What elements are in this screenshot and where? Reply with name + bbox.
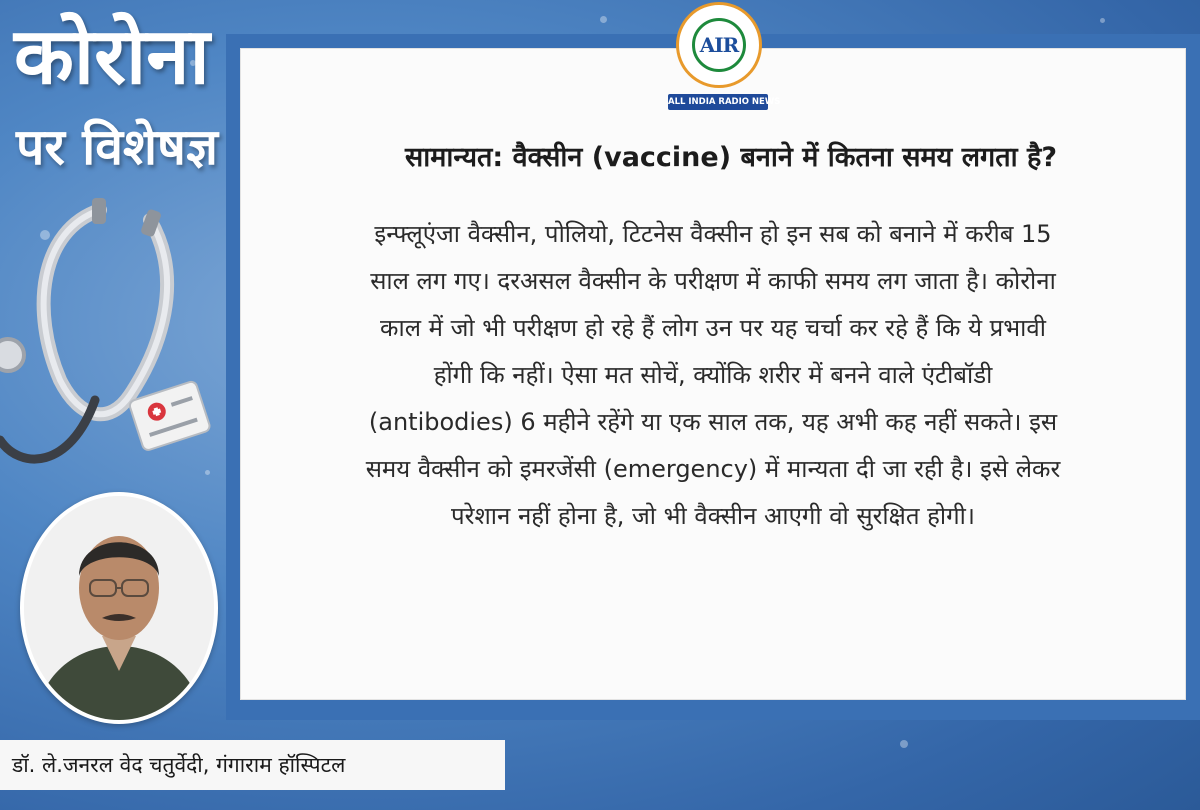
answer-line: इन्फ्लूएंजा वैक्सीन, पोलियो, टिटनेस वैक्सीन हो इन सब को बनाने में करीब 15 <box>374 220 1052 248</box>
answer-line: परेशान नहीं होना है, जो भी वैक्सीन आएगी वो सुरक्षित होगी। <box>451 502 975 530</box>
stethoscope-icon <box>0 190 240 490</box>
background-sparkle <box>600 16 607 23</box>
answer-line: समय वैक्सीन को इमरजेंसी (emergency) में मान्यता दी जा रही है। इसे लेकर <box>365 455 1061 483</box>
expert-caption: डॉ. ले.जनरल वेद चतुर्वेदी, गंगाराम हॉस्पिटल <box>0 740 505 790</box>
answer-line: (antibodies) 6 महीने रहेंगे या एक साल तक, यह अभी कह नहीं सकते। इस <box>368 408 1058 436</box>
answer-text <box>263 211 1163 540</box>
background-sparkle <box>1100 18 1105 23</box>
logo-ring <box>692 18 746 72</box>
content-card <box>240 48 1186 700</box>
answer-line: साल लग गए। दरअसल वैक्सीन के परीक्षण में काफी समय लग जाता है। कोरोना <box>370 267 1056 295</box>
page-title: कोरोना <box>14 12 210 102</box>
answer-line: होंगी कि नहीं। ऐसा मत सोचें, क्योंकि शरीर में बनने वाले एंटीबॉडी <box>433 361 993 389</box>
logo-band: ALL INDIA RADIO NEWS <box>668 94 768 110</box>
page-subtitle: पर विशेषज्ञ <box>16 118 218 176</box>
expert-photo <box>20 492 218 724</box>
logo-emblem <box>676 2 762 88</box>
logo-monogram: AIR <box>699 33 739 57</box>
question-heading: सामान्यत: वैक्सीन (vaccine) बनाने में कितना समय लगता है? <box>404 142 1058 173</box>
avatar <box>24 496 214 720</box>
air-logo <box>668 2 781 114</box>
background-sparkle <box>900 740 908 748</box>
answer-line: काल में जो भी परीक्षण हो रहे हैं लोग उन पर यह चर्चा कर रहे हैं कि ये प्रभावी <box>380 314 1046 342</box>
